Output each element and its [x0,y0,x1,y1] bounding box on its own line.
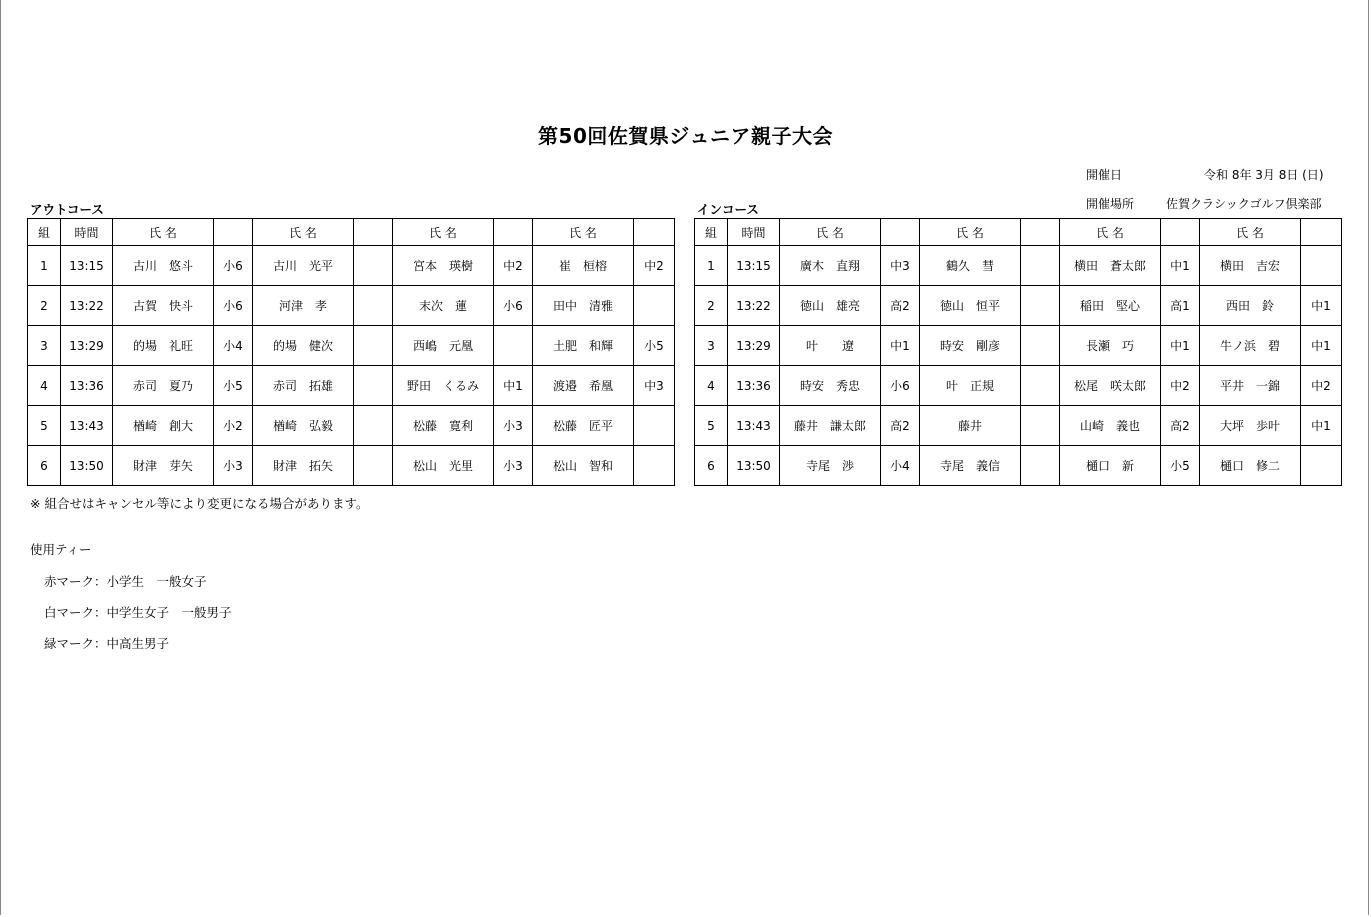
in-course-table [694,218,1342,486]
table-row [28,246,675,286]
player-grade-cell: 高1 [1161,286,1200,326]
player-grade-cell: 中1 [881,326,920,366]
table-row [695,406,1342,446]
header-grade [1021,219,1060,246]
player-name-cell: 徳山 雄亮 [780,286,881,326]
player-name-cell: 叶 正規 [920,366,1021,406]
player-grade-cell [634,406,675,446]
time-cell: 13:43 [728,406,780,446]
player-grade-cell: 中1 [1301,406,1342,446]
player-grade-cell: 中1 [1161,326,1200,366]
event-date-label: 開催日 [1086,168,1123,182]
player-name-cell: 渡邉 希凰 [533,366,634,406]
player-name-cell: 鶴久 彗 [920,246,1021,286]
player-name-cell: 赤司 拓雄 [253,366,354,406]
in-course-label: インコース [697,202,759,217]
player-name-cell: 財津 芽矢 [113,446,214,486]
player-grade-cell [354,446,393,486]
page-title: 第50回佐賀県ジュニア親子大会 [538,124,833,148]
player-grade-cell: 中3 [634,366,675,406]
group-cell: 2 [695,286,728,326]
player-name-cell: 松藤 匠平 [533,406,634,446]
player-grade-cell [1021,446,1060,486]
player-grade-cell [1021,366,1060,406]
player-grade-cell [634,286,675,326]
player-grade-cell [494,326,533,366]
player-name-cell: 寺尾 義信 [920,446,1021,486]
player-grade-cell: 小5 [634,326,675,366]
player-name-cell: 的場 礼旺 [113,326,214,366]
player-grade-cell: 高2 [881,286,920,326]
table-header-row [28,219,675,246]
player-name-cell: 田中 清雅 [533,286,634,326]
player-name-cell: 稲田 堅心 [1060,286,1161,326]
player-name-cell: 古川 光平 [253,246,354,286]
player-name-cell: 松山 光里 [393,446,494,486]
time-cell: 13:29 [61,326,113,366]
group-cell: 4 [28,366,61,406]
group-cell: 3 [695,326,728,366]
table-row [28,366,675,406]
time-cell: 13:22 [61,286,113,326]
player-grade-cell: 中1 [494,366,533,406]
player-grade-cell: 中3 [881,246,920,286]
event-venue-value: 佐賀クラシックゴルフ倶楽部 [1166,197,1322,211]
tee-item-white: 白マーク：中学生女子 一般男子 [44,605,232,620]
time-cell: 13:22 [728,286,780,326]
header-name: 氏 名 [113,219,214,246]
header-time: 時間 [728,219,780,246]
player-name-cell: 的場 健次 [253,326,354,366]
time-cell: 13:36 [61,366,113,406]
table-header-row [695,219,1342,246]
player-grade-cell: 小4 [214,326,253,366]
tee-item-red: 赤マーク：小学生 一般女子 [44,574,207,589]
player-grade-cell [634,446,675,486]
out-course-body [28,246,675,486]
group-cell: 2 [28,286,61,326]
player-name-cell: 西嶋 元凰 [393,326,494,366]
player-name-cell: 大坪 歩叶 [1200,406,1301,446]
pairing-note: ※ 組合せはキャンセル等により変更になる場合があります。 [30,496,369,511]
player-grade-cell: 中2 [1301,366,1342,406]
header-grade [634,219,675,246]
player-name-cell: 平井 一錦 [1200,366,1301,406]
player-name-cell: 藤井 [920,406,1021,446]
header-name: 氏 名 [1200,219,1301,246]
player-grade-cell: 小6 [494,286,533,326]
time-cell: 13:50 [728,446,780,486]
player-grade-cell [354,286,393,326]
group-cell: 3 [28,326,61,366]
group-cell: 6 [695,446,728,486]
player-name-cell: 藤井 謙太郎 [780,406,881,446]
header-name: 氏 名 [1060,219,1161,246]
player-grade-cell: 小5 [1161,446,1200,486]
out-course-label: アウトコース [30,202,104,217]
header-time: 時間 [61,219,113,246]
player-grade-cell [354,406,393,446]
table-row [695,326,1342,366]
player-name-cell: 楢崎 創大 [113,406,214,446]
player-grade-cell: 中1 [1301,326,1342,366]
player-grade-cell: 小3 [214,446,253,486]
time-cell: 13:43 [61,406,113,446]
player-grade-cell: 小3 [494,446,533,486]
player-grade-cell [1021,406,1060,446]
header-name: 氏 名 [253,219,354,246]
player-name-cell: 西田 鈴 [1200,286,1301,326]
player-name-cell: 樋口 新 [1060,446,1161,486]
player-grade-cell [1301,246,1342,286]
player-name-cell: 宮本 瑛樹 [393,246,494,286]
group-cell: 1 [28,246,61,286]
time-cell: 13:36 [728,366,780,406]
tee-item-green: 緑マーク：中高生男子 [44,636,170,651]
player-grade-cell [354,366,393,406]
time-cell: 13:15 [728,246,780,286]
player-grade-cell: 小6 [214,246,253,286]
player-grade-cell: 高2 [881,406,920,446]
player-grade-cell: 高2 [1161,406,1200,446]
group-cell: 1 [695,246,728,286]
out-course-table [27,218,675,486]
player-name-cell: 横田 吉宏 [1200,246,1301,286]
header-group: 組 [695,219,728,246]
player-name-cell: 時安 秀忠 [780,366,881,406]
player-grade-cell [1301,446,1342,486]
table-row [28,326,675,366]
player-grade-cell: 中1 [1161,246,1200,286]
group-cell: 5 [28,406,61,446]
player-grade-cell: 小6 [881,366,920,406]
player-name-cell: 松尾 咲太郎 [1060,366,1161,406]
player-grade-cell: 中2 [494,246,533,286]
player-name-cell: 叶 遼 [780,326,881,366]
player-name-cell: 徳山 恒平 [920,286,1021,326]
player-name-cell: 牛ノ浜 碧 [1200,326,1301,366]
header-name: 氏 名 [393,219,494,246]
header-grade [881,219,920,246]
player-grade-cell [1021,286,1060,326]
player-name-cell: 山崎 義也 [1060,406,1161,446]
header-name: 氏 名 [533,219,634,246]
time-cell: 13:15 [61,246,113,286]
player-name-cell: 赤司 夏乃 [113,366,214,406]
player-name-cell: 廣木 直翔 [780,246,881,286]
player-name-cell: 末次 蓮 [393,286,494,326]
player-name-cell: 古川 悠斗 [113,246,214,286]
header-grade [1161,219,1200,246]
in-course-body [695,246,1342,486]
table-row [28,286,675,326]
player-grade-cell: 小2 [214,406,253,446]
header-grade [354,219,393,246]
table-row [695,246,1342,286]
player-name-cell: 河津 孝 [253,286,354,326]
player-grade-cell: 小3 [494,406,533,446]
group-cell: 4 [695,366,728,406]
header-grade [214,219,253,246]
player-name-cell: 松藤 寛利 [393,406,494,446]
player-grade-cell: 中2 [1161,366,1200,406]
player-grade-cell: 小5 [214,366,253,406]
player-name-cell: 長瀬 巧 [1060,326,1161,366]
player-grade-cell [1021,326,1060,366]
header-grade [494,219,533,246]
time-cell: 13:29 [728,326,780,366]
player-name-cell: 古賀 快斗 [113,286,214,326]
group-cell: 6 [28,446,61,486]
player-grade-cell [1021,246,1060,286]
player-name-cell: 横田 蒼太郎 [1060,246,1161,286]
player-name-cell: 土肥 和輝 [533,326,634,366]
player-grade-cell [354,326,393,366]
header-name: 氏 名 [920,219,1021,246]
group-cell: 5 [695,406,728,446]
table-row [695,366,1342,406]
player-name-cell: 寺尾 渉 [780,446,881,486]
player-name-cell: 時安 剛彦 [920,326,1021,366]
table-row [28,406,675,446]
table-row [28,446,675,486]
player-name-cell: 樋口 修二 [1200,446,1301,486]
header-group: 組 [28,219,61,246]
player-grade-cell: 中1 [1301,286,1342,326]
player-grade-cell: 中2 [634,246,675,286]
tee-section-title: 使用ティー [30,542,92,557]
player-grade-cell: 小4 [881,446,920,486]
player-name-cell: 楢崎 弘毅 [253,406,354,446]
header-name: 氏 名 [780,219,881,246]
player-grade-cell: 小6 [214,286,253,326]
event-venue-label: 開催場所 [1086,197,1135,211]
player-grade-cell [354,246,393,286]
player-name-cell: 野田 くるみ [393,366,494,406]
player-name-cell: 財津 拓矢 [253,446,354,486]
header-grade [1301,219,1342,246]
table-row [695,446,1342,486]
player-name-cell: 崔 桓榕 [533,246,634,286]
player-name-cell: 松山 智和 [533,446,634,486]
event-date-value: 令和 8年 3月 8日 (日) [1204,168,1324,182]
table-row [695,286,1342,326]
time-cell: 13:50 [61,446,113,486]
